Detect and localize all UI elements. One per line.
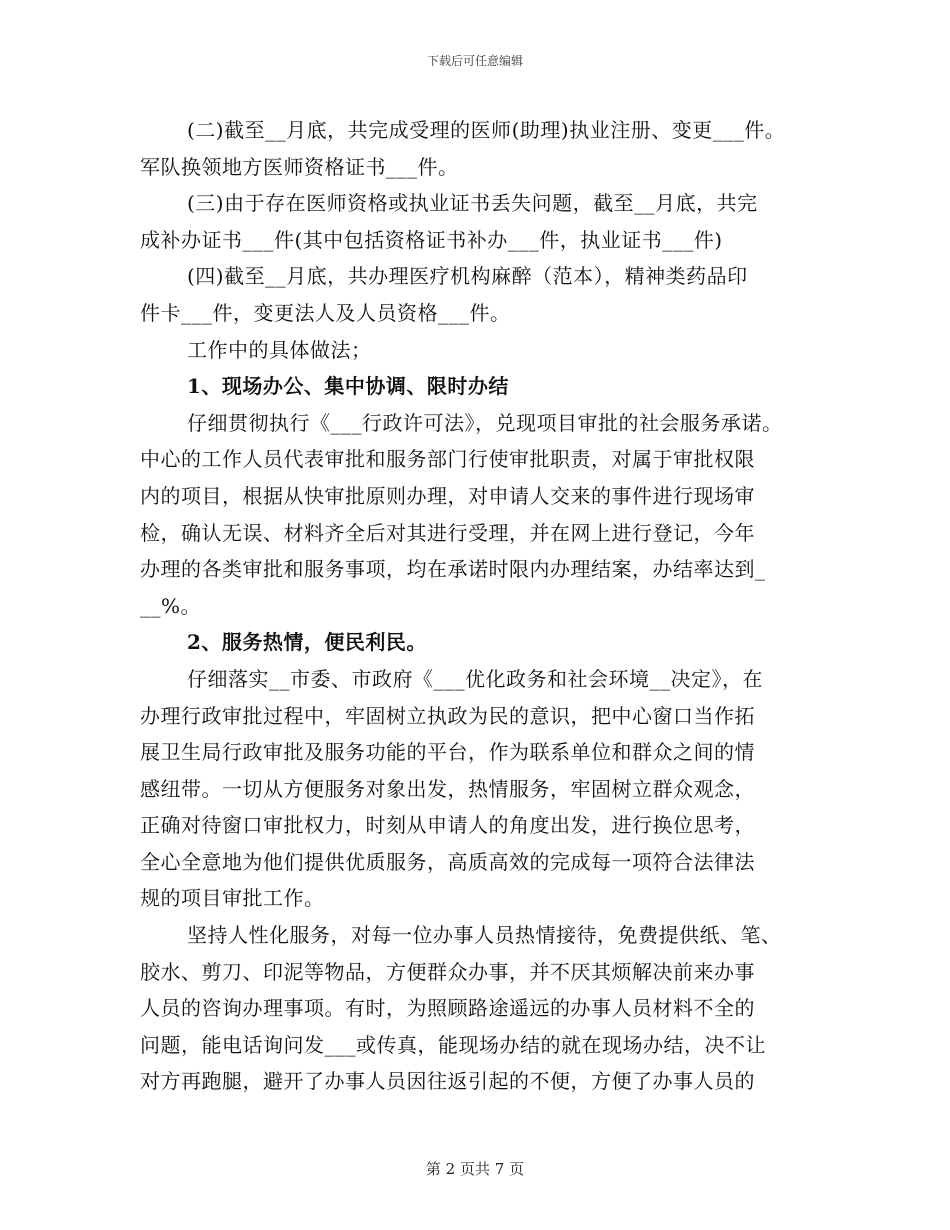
text-line: (二)截至__月底，共完成受理的医师(助理)执业注册、变更___件。 xyxy=(187,118,786,142)
text-line: 中心的工作人员代表审批和服务部门行使审批职责，对属于审批权限 xyxy=(140,447,755,472)
document-body xyxy=(140,112,820,1100)
text-line: 人员的咨询办理事项。有时，为照顾路途遥远的办事人员材料不全的 xyxy=(140,996,755,1021)
section-heading: 1、现场办公、集中协调、限时办结 xyxy=(187,374,509,399)
text-line: 检，确认无误、材料齐全后对其进行受理，并在网上进行登记，今年 xyxy=(140,520,755,545)
text-line: 内的项目，根据从快审批原则办理，对申请人交来的事件进行现场审 xyxy=(140,483,755,508)
text-line: 胶水、剪刀、印泥等物品，方便群众办事，并不厌其烦解决前来办事 xyxy=(140,959,755,984)
page-footer: 第 2 页共 7 页 xyxy=(425,1160,525,1178)
text-line: 全心全意地为他们提供优质服务，高质高效的完成每一项符合法律法 xyxy=(140,849,755,874)
text-line: 问题，能电话询问发___或传真，能现场办结的就在现场办结，决不让 xyxy=(140,1032,766,1057)
text-line: 件卡___件，变更法人及人员资格___件。 xyxy=(140,300,511,325)
text-line: 规的项目审批工作。 xyxy=(140,886,325,911)
text-line: (三)由于存在医师资格或执业证书丢失问题，截至__月底，共完 xyxy=(187,191,758,216)
text-line: 成补办证书___件(其中包括资格证书补办___件，执业证书___件) xyxy=(140,227,723,252)
text-line: 办理的各类审批和服务事项，均在承诺时限内办理结案，办结率达到_ xyxy=(140,557,766,582)
text-line: 工作中的具体做法； xyxy=(187,337,372,362)
text-line: 坚持人性化服务，对每一位办事人员热情接待，免费提供纸、笔、 xyxy=(187,923,782,948)
text-line: __%。 xyxy=(140,593,202,618)
text-line: (四)截至__月底，共办理医疗机构麻醉（范本），精神类药品印 xyxy=(187,264,748,289)
page-header: 下载后可任意编辑 xyxy=(426,54,523,68)
text-line: 对方再跑腿，避开了办事人员因往返引起的不便，方便了办事人员的 xyxy=(140,1069,755,1094)
text-line: 军队换领地方医师资格证书___件。 xyxy=(140,154,459,179)
text-line: 仔细落实__市委、市政府《___优化政务和社会环境__决定》，在 xyxy=(187,666,763,691)
text-line: 仔细贯彻执行《___行政许可法》，兑现项目审批的社会服务承诺。 xyxy=(187,410,783,435)
text-line: 正确对待窗口审批权力，时刻从申请人的角度出发，进行换位思考， xyxy=(140,813,755,838)
text-line: 展卫生局行政审批及服务功能的平台，作为联系单位和群众之间的情 xyxy=(140,740,755,765)
text-line: 感纽带。一切从方便服务对象出发，热情服务，牢固树立群众观念， xyxy=(140,776,755,801)
section-heading: 2、服务热情，便民利民。 xyxy=(187,630,427,655)
text-line: 办理行政审批过程中，牢固树立执政为民的意识，把中心窗口当作拓 xyxy=(140,703,755,728)
